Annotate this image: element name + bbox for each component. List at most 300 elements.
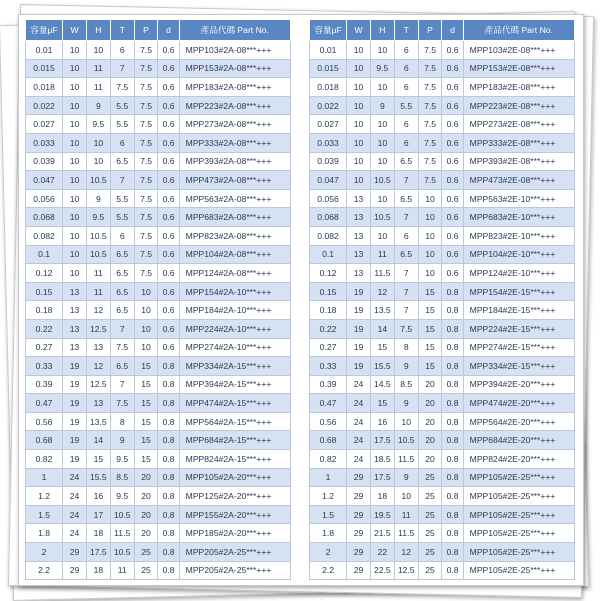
t-cell: 5.5 [394,96,418,115]
capacitance-cell: 0.022 [310,96,347,115]
h-cell: 9.5 [86,115,110,134]
table-row [26,524,291,543]
table-row [310,375,575,394]
h-cell: 11.5 [370,264,394,283]
h-cell: 15 [370,394,394,413]
d-cell: 0.8 [158,431,179,450]
t-cell: 6 [110,226,134,245]
w-cell: 10 [63,41,87,60]
table-row [26,357,291,376]
d-cell: 0.8 [442,357,463,376]
part-no-cell: MPP154#2E-15***+++ [463,282,574,301]
capacitance-cell: 0.18 [310,301,347,320]
t-cell: 11.5 [394,524,418,543]
d-cell: 0.8 [442,487,463,506]
table-row [310,245,575,264]
capacitance-cell: 0.018 [26,78,63,97]
t-cell: 11 [110,561,134,580]
p-cell: 15 [134,450,158,469]
capacitance-cell: 2.2 [310,561,347,580]
t-cell: 6 [394,133,418,152]
part-no-cell: MPP205#2A-25***+++ [179,561,290,580]
table-row [310,338,575,357]
w-cell: 13 [63,282,87,301]
t-cell: 6 [394,226,418,245]
h-cell: 15.5 [86,468,110,487]
capacitance-cell: 0.56 [26,412,63,431]
p-cell: 15 [134,357,158,376]
capacitance-cell: 0.82 [26,450,63,469]
d-cell: 0.6 [442,171,463,190]
d-cell: 0.6 [158,96,179,115]
p-cell: 15 [134,431,158,450]
h-cell: 12 [370,282,394,301]
h-cell: 17.5 [370,468,394,487]
t-cell: 7 [394,301,418,320]
part-no-header: 產品代碼 Part No. [463,20,574,41]
part-no-cell: MPP824#2A-15***+++ [179,450,290,469]
w-cell: 10 [347,59,371,78]
capacitance-cell: 0.33 [310,357,347,376]
p-cell: 25 [134,543,158,562]
w-cell: 13 [347,189,371,208]
table-row [26,505,291,524]
p-cell: 7.5 [134,208,158,227]
w-cell: 13 [63,301,87,320]
capacitance-cell: 0.12 [310,264,347,283]
p-cell: 10 [418,226,442,245]
w-cell: 10 [63,133,87,152]
t-cell: 6 [394,78,418,97]
part-no-cell: MPP224#2A-10***+++ [179,319,290,338]
table-row [310,264,575,283]
t-cell: 5.5 [110,189,134,208]
d-cell: 0.6 [158,171,179,190]
d-cell: 0.6 [442,78,463,97]
h-cell: 12.5 [86,319,110,338]
w-cell: 10 [63,226,87,245]
capacitance-cell: 0.12 [26,264,63,283]
part-no-cell: MPP223#2E-08***+++ [463,96,574,115]
part-no-cell: MPP105#2E-25***+++ [463,487,574,506]
w-cell: 19 [63,394,87,413]
w-cell: 19 [63,431,87,450]
capacitance-cell: 2 [310,543,347,562]
capacitance-cell: 1 [310,468,347,487]
d-cell: 0.6 [158,133,179,152]
capacitance-cell: 0.068 [310,208,347,227]
capacitance-cell: 0.1 [310,245,347,264]
p-cell: 15 [134,375,158,394]
d-cell: 0.6 [158,264,179,283]
w-cell: 19 [63,375,87,394]
p-cell: 20 [418,450,442,469]
p-cell: 15 [134,412,158,431]
capacitance-cell: 2.2 [26,561,63,580]
capacitance-cell: 0.47 [310,394,347,413]
p-cell: 7.5 [134,264,158,283]
capacitance-cell: 0.056 [310,189,347,208]
d-cell: 0.6 [158,41,179,60]
w-cell: 10 [347,96,371,115]
w-cell: 29 [63,543,87,562]
t-cell: 5.5 [110,96,134,115]
t-cell: 6.5 [394,189,418,208]
table-row [26,245,291,264]
d-cell: 0.8 [442,338,463,357]
table-row [26,208,291,227]
table-body-right [310,41,575,580]
w-cell: 29 [347,468,371,487]
h-cell: 21.5 [370,524,394,543]
t-cell: 11.5 [394,450,418,469]
t-cell: 6 [110,41,134,60]
w-cell: 10 [63,152,87,171]
capacitance-cell: 1.5 [310,505,347,524]
w-cell: 13 [347,208,371,227]
part-no-cell: MPP393#2A-08***+++ [179,152,290,171]
part-no-cell: MPP683#2E-10***+++ [463,208,574,227]
table-row [26,487,291,506]
p-cell: 25 [134,561,158,580]
capacitance-cell: 0.033 [26,133,63,152]
table-row [26,468,291,487]
table-row [310,96,575,115]
h-cell: 10 [86,152,110,171]
p-cell: 7.5 [134,96,158,115]
h-cell: 18 [86,561,110,580]
p-cell: 7.5 [418,133,442,152]
part-no-cell: MPP105#2A-20***+++ [179,468,290,487]
capacitance-cell: 1.2 [26,487,63,506]
p-cell: 15 [134,394,158,413]
d-cell: 0.6 [442,264,463,283]
p-cell: 7.5 [418,78,442,97]
p-cell: 15 [418,357,442,376]
part-no-cell: MPP393#2E-08***+++ [463,152,574,171]
table-row [310,41,575,60]
part-no-cell: MPP563#2A-08***+++ [179,189,290,208]
h-cell: 11 [86,59,110,78]
part-no-cell: MPP824#2E-20***+++ [463,450,574,469]
p-cell: 10 [134,319,158,338]
part-no-cell: MPP473#2A-08***+++ [179,171,290,190]
d-cell: 0.8 [158,561,179,580]
w-cell: 24 [347,375,371,394]
capacitance-header: 容量μF [310,20,347,41]
capacitance-cell: 0.68 [26,431,63,450]
t-cell: 6 [394,115,418,134]
table-row [26,450,291,469]
part-no-cell: MPP184#2E-15***+++ [463,301,574,320]
capacitance-cell: 0.82 [310,450,347,469]
w-cell: 10 [347,152,371,171]
w-cell: 19 [63,412,87,431]
p-cell: 7.5 [134,41,158,60]
h-cell: 10 [370,189,394,208]
p-header: P [134,20,158,41]
p-cell: 25 [418,561,442,580]
p-cell: 7.5 [418,115,442,134]
part-no-cell: MPP183#2A-08***+++ [179,78,290,97]
part-no-cell: MPP125#2A-20***+++ [179,487,290,506]
part-no-cell: MPP105#2E-25***+++ [463,543,574,562]
w-cell: 10 [63,59,87,78]
t-cell: 8.5 [110,468,134,487]
d-cell: 0.8 [158,524,179,543]
w-cell: 10 [63,208,87,227]
t-cell: 8 [110,412,134,431]
part-no-cell: MPP564#2A-15***+++ [179,412,290,431]
table-row [26,561,291,580]
part-no-cell: MPP103#2A-08***+++ [179,41,290,60]
part-no-cell: MPP474#2E-20***+++ [463,394,574,413]
part-no-cell: MPP333#2E-08***+++ [463,133,574,152]
h-cell: 12 [86,357,110,376]
table-header-row [26,20,291,41]
capacitance-cell: 0.33 [26,357,63,376]
d-cell: 0.8 [442,524,463,543]
t-cell: 7 [110,59,134,78]
table-row [310,357,575,376]
table-row [26,152,291,171]
h-cell: 12 [86,301,110,320]
d-cell: 0.6 [158,115,179,134]
d-cell: 0.8 [442,375,463,394]
w-cell: 19 [63,357,87,376]
p-cell: 15 [418,319,442,338]
d-cell: 0.6 [442,152,463,171]
part-no-cell: MPP184#2A-10***+++ [179,301,290,320]
h-cell: 10.5 [86,226,110,245]
d-cell: 0.8 [158,450,179,469]
capacitance-cell: 0.15 [310,282,347,301]
w-cell: 10 [347,171,371,190]
part-no-cell: MPP823#2E-10***+++ [463,226,574,245]
part-no-cell: MPP684#2A-15***+++ [179,431,290,450]
part-no-cell: MPP183#2E-08***+++ [463,78,574,97]
capacitance-cell: 0.27 [26,338,63,357]
d-cell: 0.6 [158,319,179,338]
capacitance-cell: 0.01 [26,41,63,60]
h-cell: 18 [370,487,394,506]
t-cell: 12.5 [394,561,418,580]
h-cell: 13.5 [370,301,394,320]
part-no-cell: MPP223#2A-08***+++ [179,96,290,115]
table-row [26,301,291,320]
capacitance-cell: 0.039 [26,152,63,171]
w-cell: 13 [347,226,371,245]
table-row [310,561,575,580]
p-cell: 15 [418,301,442,320]
d-cell: 0.6 [158,189,179,208]
w-cell: 13 [63,338,87,357]
p-cell: 10 [418,264,442,283]
d-cell: 0.6 [158,282,179,301]
w-cell: 10 [63,96,87,115]
w-cell: 24 [347,412,371,431]
part-no-cell: MPP273#2A-08***+++ [179,115,290,134]
capacitance-cell: 0.022 [26,96,63,115]
table-row [26,543,291,562]
w-cell: 10 [347,115,371,134]
p-cell: 20 [134,505,158,524]
t-cell: 12 [394,543,418,562]
capacitance-cell: 0.015 [310,59,347,78]
part-no-cell: MPP103#2E-08***+++ [463,41,574,60]
part-no-cell: MPP684#2E-20***+++ [463,431,574,450]
w-cell: 10 [63,189,87,208]
table-row [310,319,575,338]
h-cell: 18 [86,524,110,543]
part-no-cell: MPP274#2E-15***+++ [463,338,574,357]
p-cell: 20 [134,487,158,506]
t-cell: 10 [394,487,418,506]
h-cell: 22.5 [370,561,394,580]
table-row [310,282,575,301]
part-no-cell: MPP105#2E-25***+++ [463,468,574,487]
p-cell: 10 [134,282,158,301]
part-no-cell: MPP333#2A-08***+++ [179,133,290,152]
h-header: H [86,20,110,41]
table-row [26,264,291,283]
d-cell: 0.8 [442,468,463,487]
t-cell: 6.5 [110,301,134,320]
table-row [26,319,291,338]
d-cell: 0.6 [442,115,463,134]
t-cell: 9 [110,431,134,450]
part-no-cell: MPP683#2A-08***+++ [179,208,290,227]
t-cell: 7 [394,171,418,190]
p-cell: 10 [418,208,442,227]
t-cell: 11.5 [110,524,134,543]
capacitor-table-right [309,19,575,580]
part-no-cell: MPP105#2E-25***+++ [463,505,574,524]
w-cell: 24 [63,505,87,524]
t-cell: 9 [394,394,418,413]
t-cell: 6.5 [394,152,418,171]
d-cell: 0.8 [442,543,463,562]
t-cell: 10.5 [394,431,418,450]
p-cell: 15 [418,338,442,357]
p-cell: 7.5 [134,226,158,245]
table-row [26,133,291,152]
t-cell: 5.5 [110,208,134,227]
table-row [26,394,291,413]
t-cell: 9 [394,357,418,376]
part-no-cell: MPP185#2A-20***+++ [179,524,290,543]
table-row [310,394,575,413]
table-row [26,189,291,208]
w-cell: 29 [347,505,371,524]
part-no-cell: MPP154#2A-10***+++ [179,282,290,301]
p-cell: 20 [134,524,158,543]
table-row [310,450,575,469]
table-row [26,96,291,115]
part-no-cell: MPP153#2A-08***+++ [179,59,290,78]
p-cell: 7.5 [418,41,442,60]
h-cell: 10 [370,78,394,97]
w-cell: 29 [347,524,371,543]
w-cell: 19 [63,450,87,469]
t-cell: 10.5 [110,543,134,562]
h-cell: 17.5 [370,431,394,450]
h-cell: 13 [86,394,110,413]
p-cell: 7.5 [134,152,158,171]
d-cell: 0.6 [158,338,179,357]
part-no-cell: MPP334#2A-15***+++ [179,357,290,376]
d-header: d [442,20,463,41]
d-cell: 0.8 [158,375,179,394]
h-cell: 14 [86,431,110,450]
w-cell: 10 [63,78,87,97]
t-cell: 5.5 [110,115,134,134]
h-cell: 16 [86,487,110,506]
p-cell: 10 [134,301,158,320]
d-cell: 0.6 [442,59,463,78]
w-cell: 29 [63,561,87,580]
capacitance-cell: 0.27 [310,338,347,357]
h-cell: 13 [86,338,110,357]
table-row [26,412,291,431]
w-cell: 29 [347,561,371,580]
table-row [310,59,575,78]
part-no-cell: MPP274#2A-10***+++ [179,338,290,357]
p-cell: 25 [418,524,442,543]
w-cell: 19 [347,338,371,357]
d-cell: 0.8 [158,487,179,506]
w-header: W [63,20,87,41]
capacitance-cell: 0.1 [26,245,63,264]
part-no-cell: MPP394#2A-15***+++ [179,375,290,394]
t-cell: 9.5 [110,487,134,506]
capacitance-cell: 0.047 [310,171,347,190]
table-row [26,431,291,450]
table-header-row [310,20,575,41]
part-no-cell: MPP224#2E-15***+++ [463,319,574,338]
w-cell: 19 [347,301,371,320]
t-cell: 11 [394,505,418,524]
h-cell: 10 [370,133,394,152]
d-cell: 0.8 [442,450,463,469]
part-no-cell: MPP205#2A-25***+++ [179,543,290,562]
part-no-cell: MPP104#2E-10***+++ [463,245,574,264]
part-no-cell: MPP273#2E-08***+++ [463,115,574,134]
h-cell: 9 [86,96,110,115]
d-cell: 0.8 [442,394,463,413]
t-cell: 8.5 [394,375,418,394]
capacitance-cell: 0.039 [310,152,347,171]
capacitance-cell: 0.018 [310,78,347,97]
p-cell: 25 [418,505,442,524]
p-cell: 25 [418,543,442,562]
capacitance-cell: 0.027 [310,115,347,134]
w-cell: 29 [347,543,371,562]
d-cell: 0.6 [442,133,463,152]
w-cell: 19 [347,319,371,338]
capacitance-cell: 0.082 [310,226,347,245]
h-cell: 16 [370,412,394,431]
t-cell: 6.5 [110,282,134,301]
d-cell: 0.8 [442,505,463,524]
table-row [310,171,575,190]
d-cell: 0.6 [158,152,179,171]
t-cell: 6.5 [110,357,134,376]
p-cell: 20 [418,412,442,431]
table-row [310,115,575,134]
capacitance-cell: 2 [26,543,63,562]
d-cell: 0.8 [158,543,179,562]
